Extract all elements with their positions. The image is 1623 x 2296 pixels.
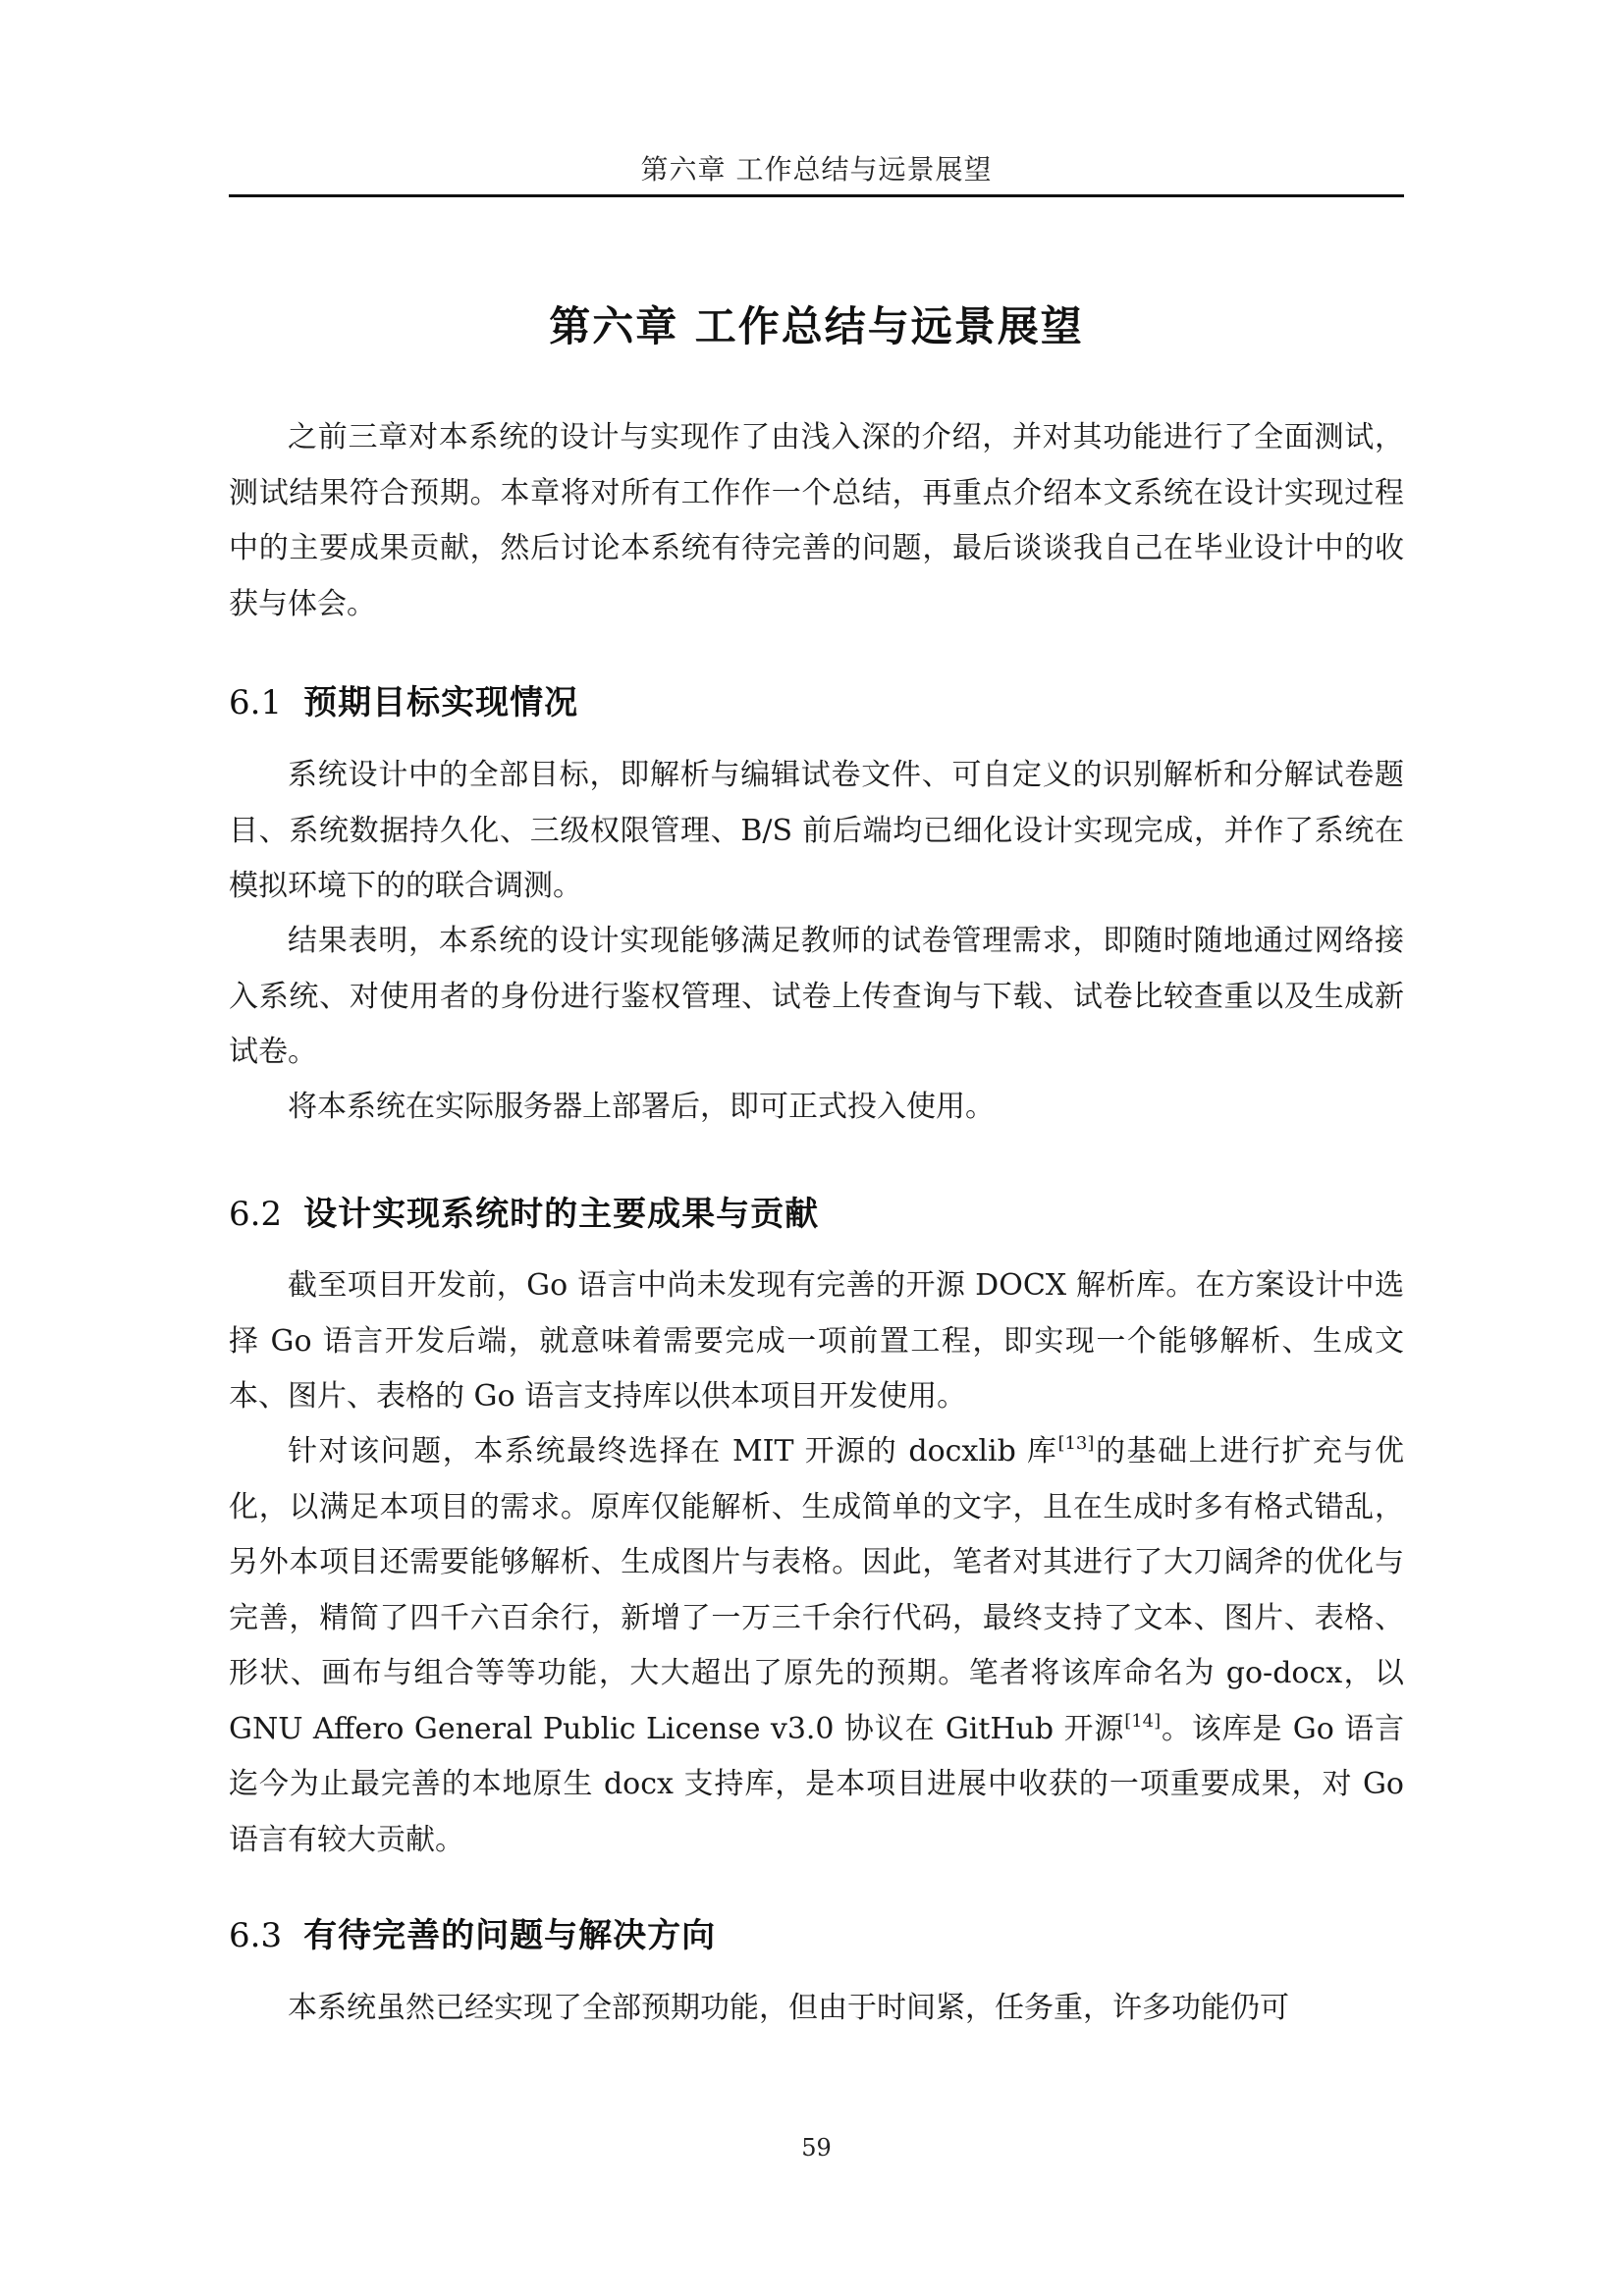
header-rule (229, 194, 1404, 197)
section-6-1-paragraph-3: 将本系统在实际服务器上部署后，即可正式投入使用。 (288, 1090, 995, 1124)
section-6-1-paragraph-1: 系统设计中的全部目标，即解析与编辑试卷文件、可自定义的识别解析和分解试卷题目、系统数据持久化、三级权限管理、B/S 前后端均已细化设计实现完成，并作了系统在模拟环境下的的联合调测。 (229, 758, 1404, 903)
paragraph-text: 针对该问题，本系统最终选择在 MIT 开源的 docxlib 库 (288, 1434, 1058, 1468)
paragraph-text: 的基础上进行扩充与优化，以满足本项目的需求。原库仅能解析、生成简单的文字，且在生成时多有格式错乱，另外本项目还需要能够解析、生成图片与表格。因此，笔者对其进行了大刀阔斧的优化与完善，精简了四千六百余行，新增了一万三千余行代码，最终支持了文本、图片、表格、形状、画布与组合等等功能，大大超出了原先的预期。笔者将该库命名为 go-docx，以 GNU Affero General Public License v3.0 协议在 GitHub 开源 (229, 1434, 1404, 1746)
page-number: 59 (801, 2134, 832, 2162)
section-title-text: 预期目标实现情况 (303, 683, 579, 722)
section-6-1-heading (229, 673, 1404, 732)
citation-ref: [14] (1124, 1710, 1162, 1732)
section-6-2-paragraph-2 (229, 1424, 1404, 1868)
section-number: 6.3 (229, 1916, 283, 1955)
section-6-1-paragraph-2: 结果表明，本系统的设计实现能够满足教师的试卷管理需求，即随时随地通过网络接入系统、对使用者的身份进行鉴权管理、试卷上传查询与下载、试卷比较查重以及生成新试卷。 (229, 924, 1404, 1069)
running-header: 第六章 工作总结与远景展望 (640, 153, 993, 186)
section-6-2-heading (229, 1185, 1404, 1244)
section-number: 6.1 (229, 683, 283, 722)
section-6-3-paragraph-1: 本系统虽然已经实现了全部预期功能，但由于时间紧，任务重，许多功能仍可 (288, 1991, 1289, 2025)
paragraph-text: 。该库是 Go 语言迄今为止最完善的本地原生 docx 支持库，是本项目进展中收获的一项重要成果，对 Go 语言有较大贡献。 (229, 1711, 1404, 1857)
section-number: 6.2 (229, 1195, 283, 1234)
section-6-2-paragraph-1: 截至项目开发前，Go 语言中尚未发现有完善的开源 DOCX 解析库。在方案设计中选择 Go 语言开发后端，就意味着需要完成一项前置工程，即实现一个能够解析、生成文本、图片、表格的 Go 语言支持库以供本项目开发使用。 (229, 1268, 1404, 1414)
section-title-text: 设计实现系统时的主要成果与贡献 (303, 1195, 820, 1234)
citation-ref: [13] (1057, 1433, 1095, 1454)
chapter-title: 第六章 工作总结与远景展望 (549, 302, 1084, 350)
chapter-intro-paragraph: 之前三章对本系统的设计与实现作了由浅入深的介绍，并对其功能进行了全面测试，测试结果符合预期。本章将对所有工作作一个总结，再重点介绍本文系统在设计实现过程中的主要成果贡献，然后讨论本系统有待完善的问题，最后谈谈我自己在毕业设计中的收获与体会。 (229, 420, 1404, 621)
section-title-text: 有待完善的问题与解决方向 (303, 1916, 717, 1955)
section-6-3-heading (229, 1906, 1404, 1965)
